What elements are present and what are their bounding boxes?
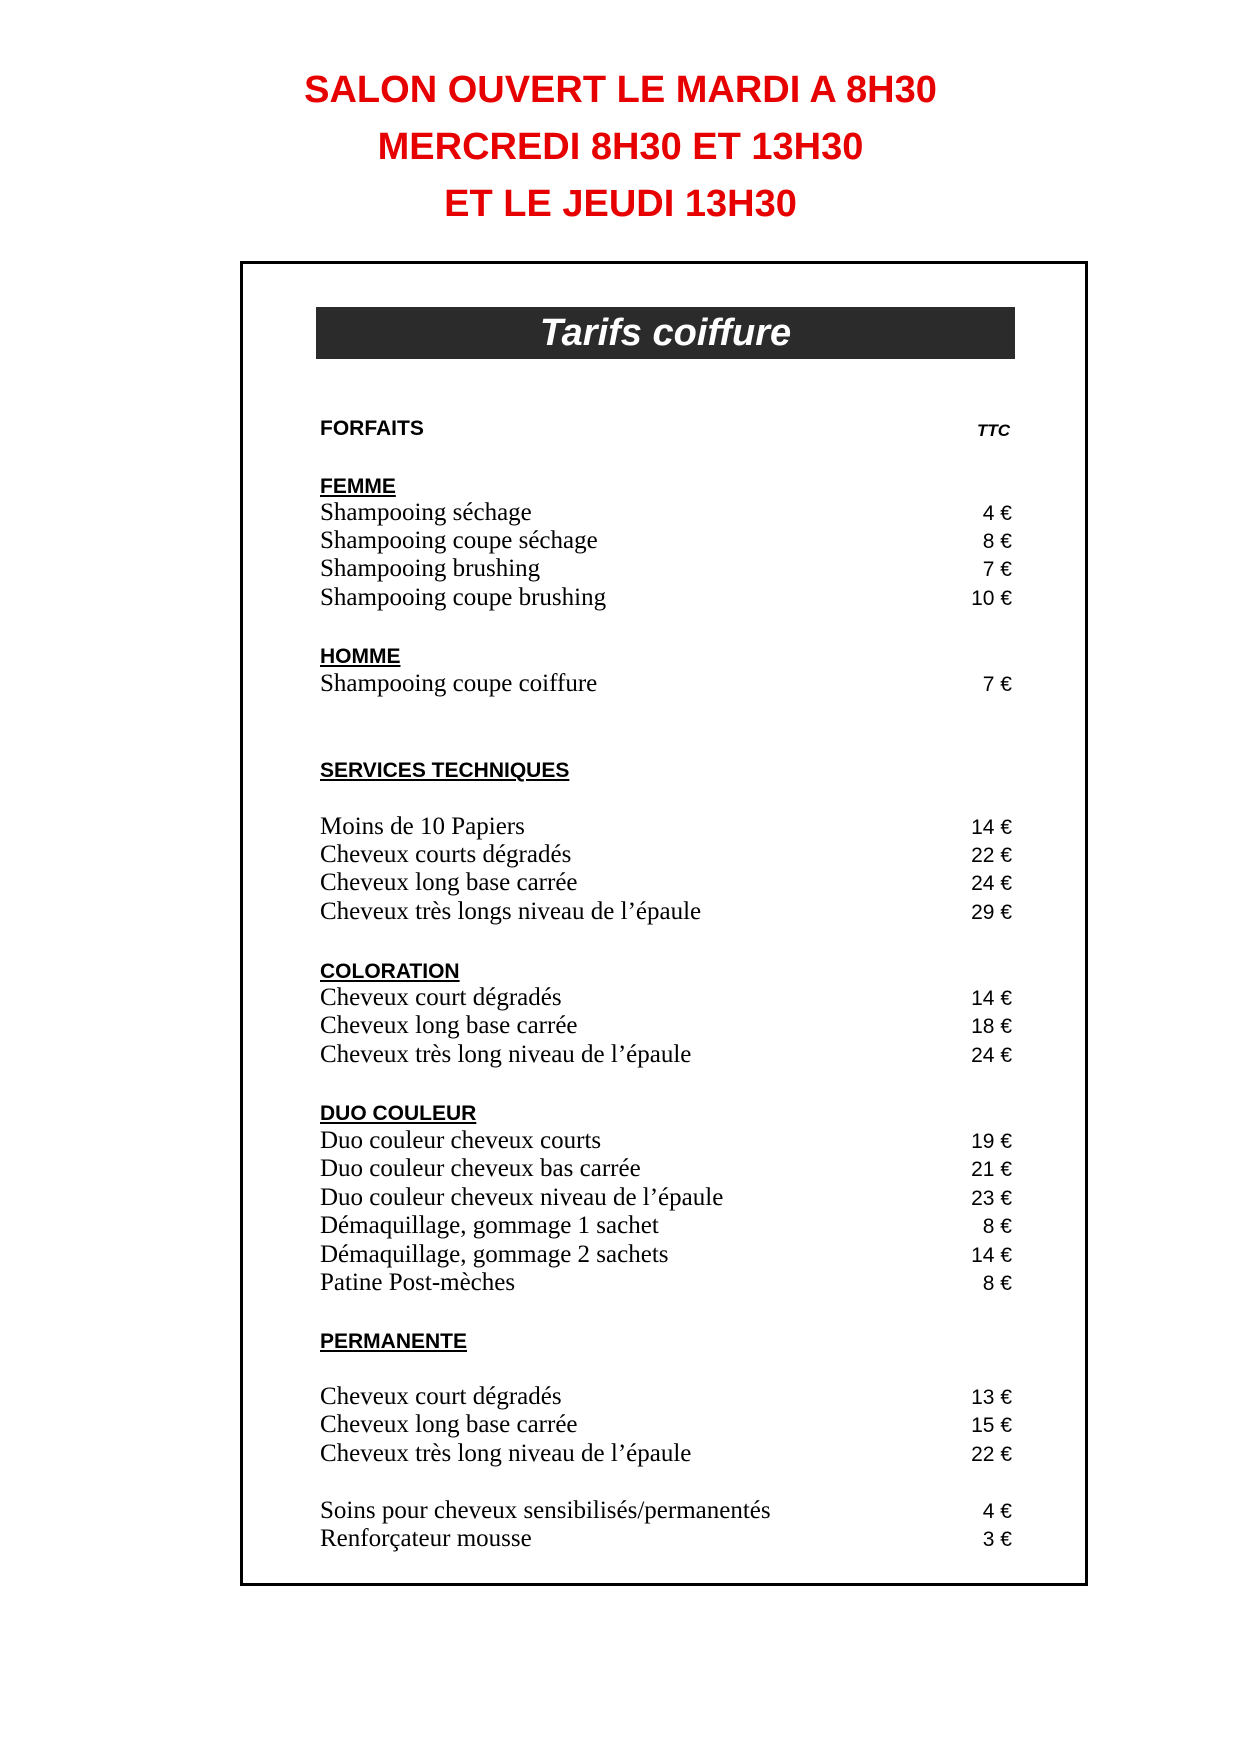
item-price: 3 € <box>982 1528 1012 1551</box>
item-label: Moins de 10 Papiers <box>320 813 525 840</box>
item-price: 29 € <box>971 901 1012 924</box>
list-item <box>320 670 1012 700</box>
list-item <box>320 813 1012 843</box>
list-item <box>320 1383 1012 1413</box>
list-item <box>320 1497 1012 1527</box>
list-item <box>320 869 1012 899</box>
item-price: 15 € <box>971 1414 1012 1437</box>
item-label: Cheveux très longs niveau de l’épaule <box>320 898 702 925</box>
list-item <box>320 1155 1012 1185</box>
item-label: Cheveux très long niveau de l’épaule <box>320 1440 692 1467</box>
item-price: 13 € <box>971 1386 1012 1409</box>
item-label: Cheveux long base carrée <box>320 1012 578 1039</box>
item-label: Shampooing séchage <box>320 499 532 526</box>
opening-hours-line: SALON OUVERT LE MARDI A 8H30 <box>304 69 937 111</box>
item-price: 18 € <box>971 1015 1012 1038</box>
item-price: 19 € <box>971 1130 1012 1153</box>
item-price: 8 € <box>982 530 1012 553</box>
list-item <box>320 1184 1012 1214</box>
item-label: Cheveux courts dégradés <box>320 841 572 868</box>
item-price: 24 € <box>971 1044 1012 1067</box>
item-price: 23 € <box>971 1187 1012 1210</box>
item-price: 7 € <box>982 673 1012 696</box>
item-price: 14 € <box>971 987 1012 1010</box>
item-price: 8 € <box>982 1215 1012 1238</box>
list-item <box>320 1241 1012 1271</box>
item-price: 14 € <box>971 816 1012 839</box>
item-label: Démaquillage, gommage 1 sachet <box>320 1212 659 1239</box>
list-item <box>320 1012 1012 1042</box>
item-price: 21 € <box>971 1158 1012 1181</box>
item-label: Shampooing coupe brushing <box>320 584 607 611</box>
opening-hours-line: ET LE JEUDI 13H30 <box>444 183 797 225</box>
item-label: Cheveux court dégradés <box>320 984 562 1011</box>
item-price: 22 € <box>971 1443 1012 1466</box>
list-item <box>320 527 1012 557</box>
section-duo-title: DUO COULEUR <box>320 1102 477 1125</box>
list-item <box>320 1041 1012 1071</box>
item-label: Shampooing coupe séchage <box>320 527 598 554</box>
list-item <box>320 584 1012 614</box>
opening-hours-line: MERCREDI 8H30 ET 13H30 <box>377 126 864 168</box>
list-item <box>320 1440 1012 1470</box>
item-label: Shampooing coupe coiffure <box>320 670 598 697</box>
item-label: Démaquillage, gommage 2 sachets <box>320 1241 669 1268</box>
item-price: 22 € <box>971 844 1012 867</box>
item-price: 10 € <box>971 587 1012 610</box>
ttc-label: TTC <box>976 421 1010 440</box>
item-price: 7 € <box>982 558 1012 581</box>
item-label: Cheveux très long niveau de l’épaule <box>320 1041 692 1068</box>
item-label: Cheveux long base carrée <box>320 1411 578 1438</box>
list-item <box>320 499 1012 529</box>
item-price: 4 € <box>982 1500 1012 1523</box>
list-item <box>320 1411 1012 1441</box>
list-item <box>320 1212 1012 1242</box>
item-label: Soins pour cheveux sensibilisés/permanentés <box>320 1497 771 1524</box>
section-femme-title: FEMME <box>320 475 396 498</box>
item-label: Duo couleur cheveux courts <box>320 1127 602 1154</box>
item-label: Cheveux long base carrée <box>320 869 578 896</box>
item-label: Patine Post-mèches <box>320 1269 516 1296</box>
section-coloration-title: COLORATION <box>320 960 460 983</box>
list-item <box>320 898 1012 928</box>
list-item <box>320 984 1012 1014</box>
opening-hours <box>0 62 1241 233</box>
item-label: Duo couleur cheveux bas carrée <box>320 1155 641 1182</box>
page-title: Tarifs coiffure <box>316 307 1015 359</box>
item-price: 8 € <box>982 1272 1012 1295</box>
item-label: Duo couleur cheveux niveau de l’épaule <box>320 1184 724 1211</box>
item-price: 24 € <box>971 872 1012 895</box>
section-services-title: SERVICES TECHNIQUES <box>320 759 570 782</box>
item-price: 14 € <box>971 1244 1012 1267</box>
forfaits-label: FORFAITS <box>320 417 424 440</box>
list-item <box>320 1127 1012 1157</box>
section-permanente-title: PERMANENTE <box>320 1330 468 1353</box>
item-label: Renforçateur mousse <box>320 1525 532 1552</box>
item-label: Shampooing brushing <box>320 555 541 582</box>
list-item <box>320 555 1012 585</box>
item-price: 4 € <box>982 502 1012 525</box>
forfaits-header <box>320 414 1012 444</box>
item-label: Cheveux court dégradés <box>320 1383 562 1410</box>
list-item <box>320 1269 1012 1299</box>
list-item <box>320 841 1012 871</box>
section-homme-title: HOMME <box>320 645 401 668</box>
list-item <box>320 1525 1012 1555</box>
